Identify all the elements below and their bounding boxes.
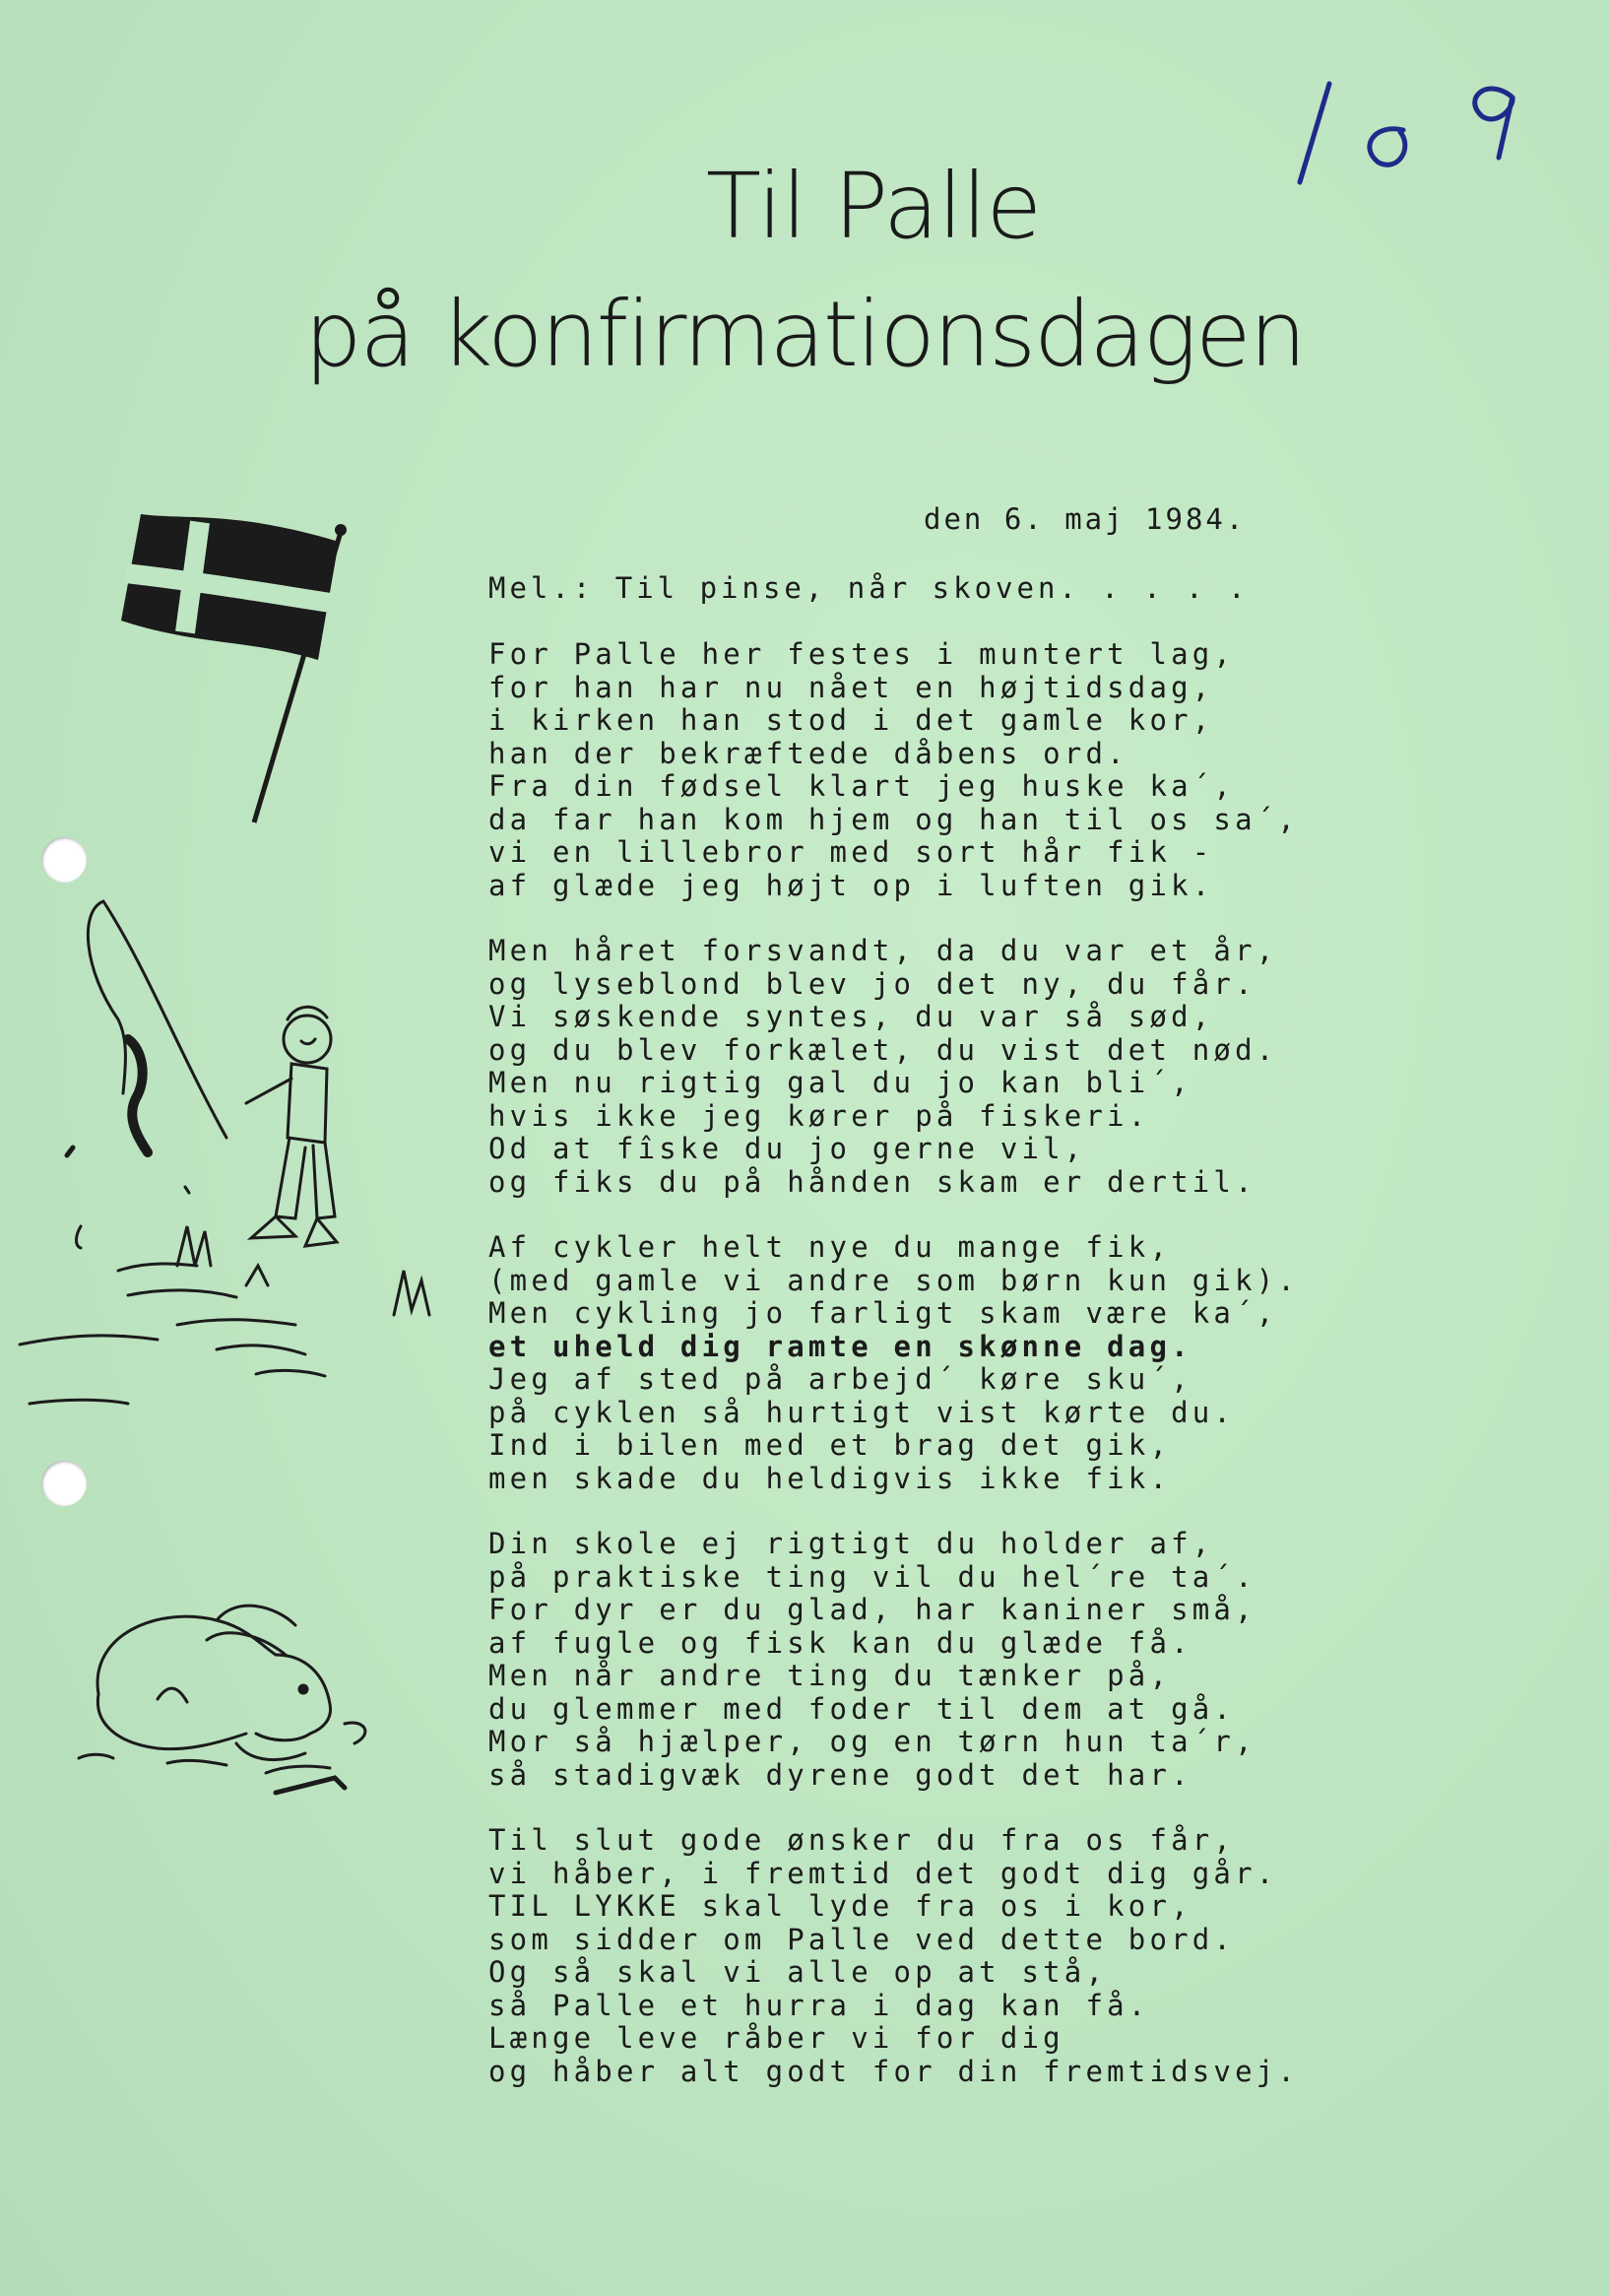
poem-line: For Palle her festes i muntert lag, — [488, 637, 1236, 671]
poem — [488, 638, 1532, 2121]
poem-line: Til slut gode ønsker du fra os får, — [488, 1823, 1236, 1857]
poem-line: hvis ikke jeg kører på fiskeri. — [488, 1098, 1150, 1133]
title-line-2: på konfirmationsdagen — [304, 282, 1305, 387]
page-title — [0, 143, 1609, 399]
poem-line: Od at fîske du jo gerne vil, — [488, 1132, 1086, 1165]
poem-line: og fiks du på hånden skam er dertil. — [488, 1164, 1256, 1199]
poem-line: Ind i bilen med et brag det gik, — [488, 1428, 1172, 1462]
poem-line: Og så skal vi alle op at stå, — [488, 1955, 1108, 1989]
melody-line: Mel.: Til pinse, når skoven. . . . . — [488, 571, 1250, 605]
poem-line: af glæde jeg højt op i luften gik. — [488, 868, 1214, 902]
poem-line: han der bekræftede dåbens ord. — [488, 736, 1128, 770]
poem-line: og lyseblond blev jo det ny, du får. — [488, 966, 1256, 1001]
poem-line: da far han kom hjem og han til os sa´, — [488, 802, 1300, 836]
stanza-5 — [488, 1824, 1532, 2088]
title-line-1: Til Palle — [705, 154, 1042, 259]
fishing-boy-icon — [10, 891, 453, 1394]
rabbit-icon — [49, 1596, 394, 1807]
poem-line: TIL LYKKE skal lyde fra os i kor, — [488, 1889, 1192, 1923]
stanza-3 — [488, 1231, 1532, 1495]
poem-line: (med gamle vi andre som børn kun gik). — [488, 1263, 1300, 1297]
poem-line: For dyr er du glad, har kaniner små, — [488, 1593, 1256, 1626]
poem-line: på praktiske ting vil du hel´re ta´. — [488, 1559, 1256, 1594]
poem-line: Længe leve råber vi for dig — [488, 2021, 1064, 2055]
stanza-4 — [488, 1528, 1532, 1792]
poem-line: Jeg af sted på arbejd´ køre sku´, — [488, 1362, 1192, 1396]
punch-hole-top — [41, 837, 87, 883]
poem-line: vi håber, i fremtid det godt dig går. — [488, 1856, 1278, 1890]
poem-line: for han har nu nået en højtidsdag, — [488, 670, 1214, 704]
poem-line: Men nu rigtig gal du jo kan bli´, — [488, 1066, 1192, 1099]
poem-line: så Palle et hurra i dag kan få. — [488, 1988, 1150, 2022]
poem-line: som sidder om Palle ved dette bord. — [488, 1922, 1236, 1956]
poem-line: men skade du heldigvis ikke fik. — [488, 1461, 1172, 1495]
poem-line: Men når andre ting du tænker på, — [488, 1659, 1172, 1692]
poem-line: og du blev forkælet, du vist det nød. — [488, 1032, 1278, 1067]
danish-flag-icon — [116, 512, 353, 827]
poem-line: Men håret forsvandt, da du var et år, — [488, 934, 1278, 967]
poem-line: Fra din fødsel klart jeg huske ka´, — [488, 769, 1236, 803]
poem-line: du glemmer med foder til dem at gå. — [488, 1691, 1236, 1726]
poem-line: så stadigvæk dyrene godt det har. — [488, 1757, 1192, 1792]
poem-line: Mor så hjælper, og en tørn hun ta´r, — [488, 1725, 1256, 1758]
poem-line: og håber alt godt for din fremtidsvej. — [488, 2054, 1300, 2088]
poem-line: Men cykling jo farligt skam være ka´, — [488, 1296, 1278, 1330]
stanza-1 — [488, 638, 1532, 902]
poem-line: af fugle og fisk kan du glæde få. — [488, 1625, 1192, 1660]
poem-line: et uheld dig ramte en skønne dag. — [488, 1329, 1192, 1363]
punch-hole-bottom — [41, 1461, 87, 1506]
poem-line: Vi søskende syntes, du var så sød, — [488, 1000, 1214, 1033]
poem-line: Din skole ej rigtigt du holder af, — [488, 1527, 1214, 1560]
poem-line: i kirken han stod i det gamle kor, — [488, 703, 1214, 737]
stanza-2 — [488, 935, 1532, 1199]
date-line: den 6. maj 1984. — [924, 502, 1247, 536]
poem-line: på cyklen så hurtigt vist kørte du. — [488, 1395, 1236, 1429]
poem-line: Af cykler helt nye du mange fik, — [488, 1230, 1172, 1264]
poem-line: vi en lillebror med sort hår fik - — [488, 835, 1214, 869]
